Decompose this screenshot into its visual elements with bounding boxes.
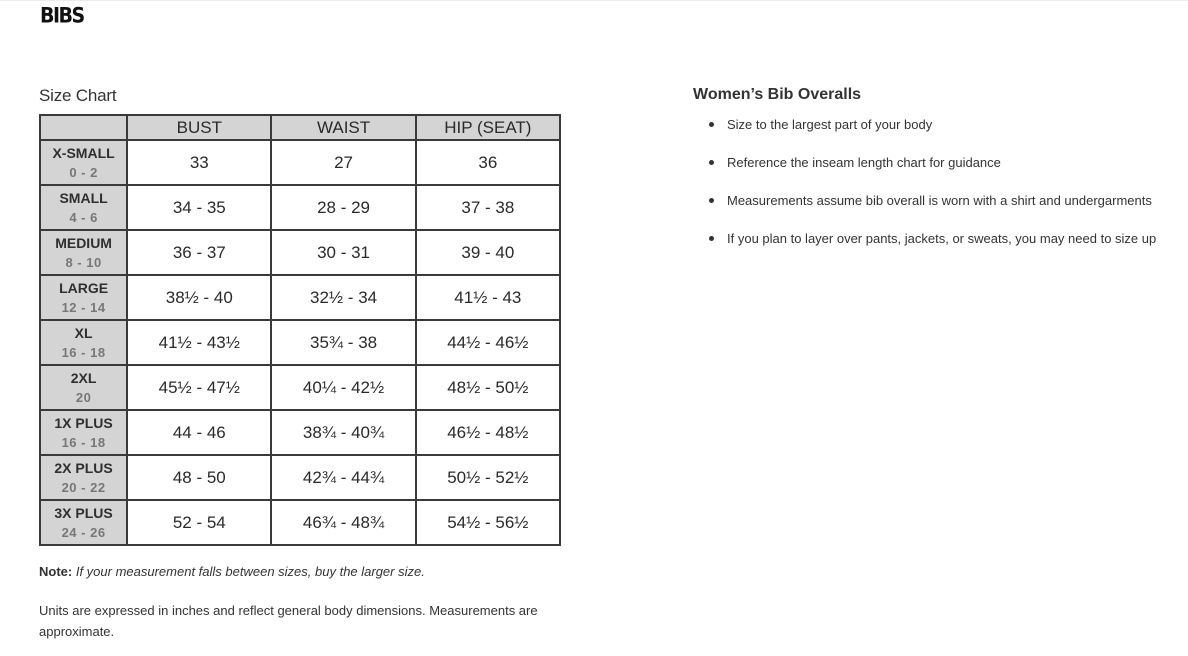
size-range: 12 - 14 bbox=[61, 299, 106, 315]
size-name: 2XL bbox=[70, 369, 97, 386]
size-name: MEDIUM bbox=[55, 234, 112, 251]
size-cell bbox=[40, 500, 127, 545]
bust-value: 44 - 46 bbox=[127, 410, 271, 455]
header-hip: HIP (SEAT) bbox=[416, 115, 560, 140]
list-item bbox=[709, 116, 1179, 154]
hip-value: 41½ - 43 bbox=[416, 275, 560, 320]
size-range: 16 - 18 bbox=[61, 344, 106, 360]
hip-value: 44½ - 46½ bbox=[416, 320, 560, 365]
units-disclaimer: Units are expressed in inches and reflect general body dimensions. Measurements are approximate. bbox=[39, 603, 538, 639]
size-range: 0 - 2 bbox=[69, 164, 98, 180]
size-name: 2X PLUS bbox=[54, 459, 113, 476]
waist-value: 32½ - 34 bbox=[271, 275, 415, 320]
size-cell bbox=[40, 230, 127, 275]
hip-value: 48½ - 50½ bbox=[416, 365, 560, 410]
header-size bbox=[40, 115, 127, 140]
size-range: 16 - 18 bbox=[61, 434, 106, 450]
top-divider bbox=[0, 0, 1188, 1]
hip-value: 37 - 38 bbox=[416, 185, 560, 230]
guide-item-text: Reference the inseam length chart for guidance bbox=[727, 155, 1001, 170]
table-row bbox=[40, 320, 560, 365]
bust-value: 52 - 54 bbox=[127, 500, 271, 545]
size-cell bbox=[40, 365, 127, 410]
hip-value: 36 bbox=[416, 140, 560, 185]
bullet-icon bbox=[709, 236, 714, 241]
size-range: 8 - 10 bbox=[65, 254, 102, 270]
size-cell bbox=[40, 320, 127, 365]
table-row bbox=[40, 140, 560, 185]
guide-list bbox=[709, 116, 1179, 268]
bust-value: 45½ - 47½ bbox=[127, 365, 271, 410]
size-name: XL bbox=[74, 324, 93, 341]
guide-item-text: Measurements assume bib overall is worn with a shirt and undergarments bbox=[727, 193, 1152, 208]
size-name: X-SMALL bbox=[52, 144, 115, 161]
list-item bbox=[709, 192, 1179, 230]
size-cell bbox=[40, 455, 127, 500]
table-row bbox=[40, 365, 560, 410]
hip-value: 46½ - 48½ bbox=[416, 410, 560, 455]
header-bust: BUST bbox=[127, 115, 271, 140]
bust-value: 34 - 35 bbox=[127, 185, 271, 230]
guide-item-text: Size to the largest part of your body bbox=[727, 117, 933, 132]
size-cell bbox=[40, 275, 127, 320]
bust-value: 33 bbox=[127, 140, 271, 185]
table-row bbox=[40, 275, 560, 320]
page-title: BIBS bbox=[40, 4, 84, 29]
size-range: 20 bbox=[75, 389, 92, 405]
waist-value: 30 - 31 bbox=[271, 230, 415, 275]
guide-item-text: If you plan to layer over pants, jackets, or sweats, you may need to size up bbox=[727, 231, 1157, 246]
hip-value: 54½ - 56½ bbox=[416, 500, 560, 545]
note-text: If your measurement falls between sizes, buy the larger size. bbox=[75, 564, 425, 579]
size-name: SMALL bbox=[59, 189, 108, 206]
bust-value: 48 - 50 bbox=[127, 455, 271, 500]
table-row bbox=[40, 455, 560, 500]
header-waist: WAIST bbox=[271, 115, 415, 140]
size-range: 4 - 6 bbox=[69, 209, 98, 225]
waist-value: 27 bbox=[271, 140, 415, 185]
size-cell bbox=[40, 410, 127, 455]
size-name: 1X PLUS bbox=[54, 414, 113, 431]
list-item bbox=[709, 230, 1179, 268]
table-row bbox=[40, 410, 560, 455]
size-cell bbox=[40, 185, 127, 230]
waist-value: 35¾ - 38 bbox=[271, 320, 415, 365]
size-name: LARGE bbox=[59, 279, 109, 296]
size-chart-title: Size Chart bbox=[39, 86, 117, 105]
waist-value: 46¾ - 48¾ bbox=[271, 500, 415, 545]
waist-value: 28 - 29 bbox=[271, 185, 415, 230]
waist-value: 40¼ - 42½ bbox=[271, 365, 415, 410]
list-item bbox=[709, 154, 1179, 192]
hip-value: 50½ - 52½ bbox=[416, 455, 560, 500]
bullet-icon bbox=[709, 122, 714, 127]
bullet-icon bbox=[709, 198, 714, 203]
bust-value: 38½ - 40 bbox=[127, 275, 271, 320]
table-row bbox=[40, 500, 560, 545]
hip-value: 39 - 40 bbox=[416, 230, 560, 275]
size-chart-table bbox=[39, 114, 561, 546]
note-label: Note: bbox=[39, 564, 73, 579]
sizing-note bbox=[39, 564, 425, 579]
size-name: 3X PLUS bbox=[54, 504, 113, 521]
waist-value: 42¾ - 44¾ bbox=[271, 455, 415, 500]
bust-value: 36 - 37 bbox=[127, 230, 271, 275]
size-cell bbox=[40, 140, 127, 185]
table-row bbox=[40, 230, 560, 275]
size-range: 20 - 22 bbox=[61, 479, 106, 495]
bullet-icon bbox=[709, 160, 714, 165]
waist-value: 38¾ - 40¾ bbox=[271, 410, 415, 455]
size-range: 24 - 26 bbox=[61, 524, 106, 540]
guide-title: Women’s Bib Overalls bbox=[693, 86, 862, 103]
bust-value: 41½ - 43½ bbox=[127, 320, 271, 365]
table-row bbox=[40, 185, 560, 230]
table-header-row bbox=[40, 115, 560, 140]
